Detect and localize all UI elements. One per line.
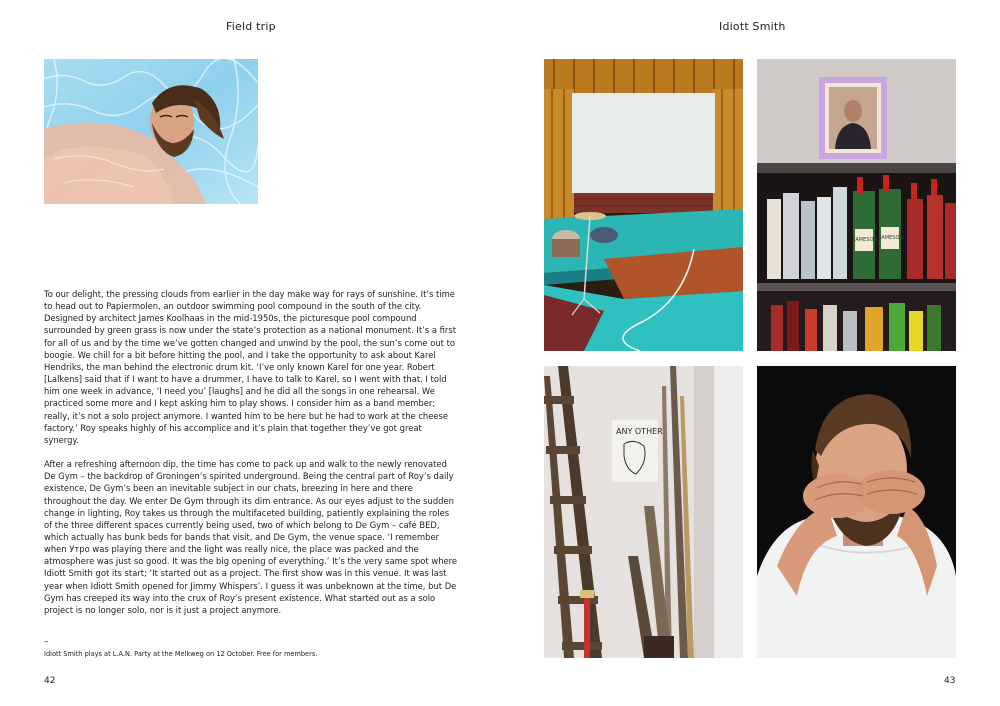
running-head-left: Field trip	[226, 20, 276, 33]
bottle-label-1: JAMESON	[854, 237, 878, 243]
page-number-right: 43	[944, 676, 956, 686]
pool-photo-graphic	[44, 59, 258, 204]
bar-photo	[757, 59, 956, 351]
portrait-photo	[757, 366, 956, 658]
article-body	[44, 288, 458, 628]
pool-photo	[44, 59, 258, 204]
poster-text: ANY OTHER	[616, 427, 663, 436]
stage-photo-graphic	[544, 59, 743, 351]
ladder-photo-graphic	[544, 366, 743, 658]
bar-photo-graphic	[757, 59, 956, 351]
bottle-label-2: JAMESON	[880, 235, 904, 241]
running-head-right: Idiott Smith	[719, 20, 786, 33]
paragraph-2: After a refreshing afternoon dip, the time has come to pack up and walk to the newly renovated De Gym – the backdrop of Groningen’s spirited underground. Being the central part of Roy’s daily existence, De Gym’s been an inevitable subject in our chats, breezing in here and there throughout the day. We enter De Gym through its dim entrance. As our eyes adjust to the sudden change in lighting, Roy takes us through the multifaceted building, patiently explaining the roles of the three different spaces currently being used, two of which belong to De Gym – café BED, which actually has bunk beds for bands that visit, and De Gym, the venue space. ‘I remember when Утро was playing there and the light was really nice, the place was packed and the atmosphere was just so good. It was the big opening of everything.’ It’s the very same spot where Idiott Smith got its start; ‘It started out as a project. The first show was in this venue. It was last year when Idiott Smith opened for Jimmy Whispers’. I guess it was unbeknown at the time, but De Gym has creeped its way into the crux of Roy’s present existence. What started out as a solo project is no longer solo, nor is it just a project anymore.	[44, 459, 458, 615]
portrait-photo-graphic	[757, 366, 956, 658]
paragraph-1: To our delight, the pressing clouds from earlier in the day make way for rays of sunshine. It’s time to head out to Papiermolen, an outdoor swimming pool compound in the south of the city. Designed by architect James Koolhaas in the mid-1950s, the picturesque pool compound surrounded by green grass is now under the state’s protection as a national monument. It’s a first for all of us and by the time we’ve gotten changed and unwind by the pool, the sun’s come out to boogie. We chill for a bit before hitting the pool, and I take the opportunity to ask about Karel Hendriks, the man behind the electronic drum kit. ‘I’ve only known Karel for one year. Robert [Lalkens] said that if I want to have a drummer, I have to talk to Karel, so I went with that. I told him one week in advance, ‘I need you’ [laughs] and he did all the songs in one rehearsal. We practiced some more and I kept asking him to play shows. I consider him as a band member; really, it’s not a solo project anymore. I wanted him to be here but he had to work at the cheese factory.’ Roy speaks highly of his accomplice and it’s plain that together they’ve got great synergy.	[44, 289, 457, 445]
page-number-left: 42	[44, 676, 56, 686]
stage-photo	[544, 59, 743, 351]
footnote: Idiott Smith plays at L.A.N. Party at the Melkweg on 12 October. Free for members.	[44, 650, 318, 658]
footnote-dash: –	[44, 637, 49, 647]
right-page	[500, 0, 1000, 706]
ladder-photo	[544, 366, 743, 658]
